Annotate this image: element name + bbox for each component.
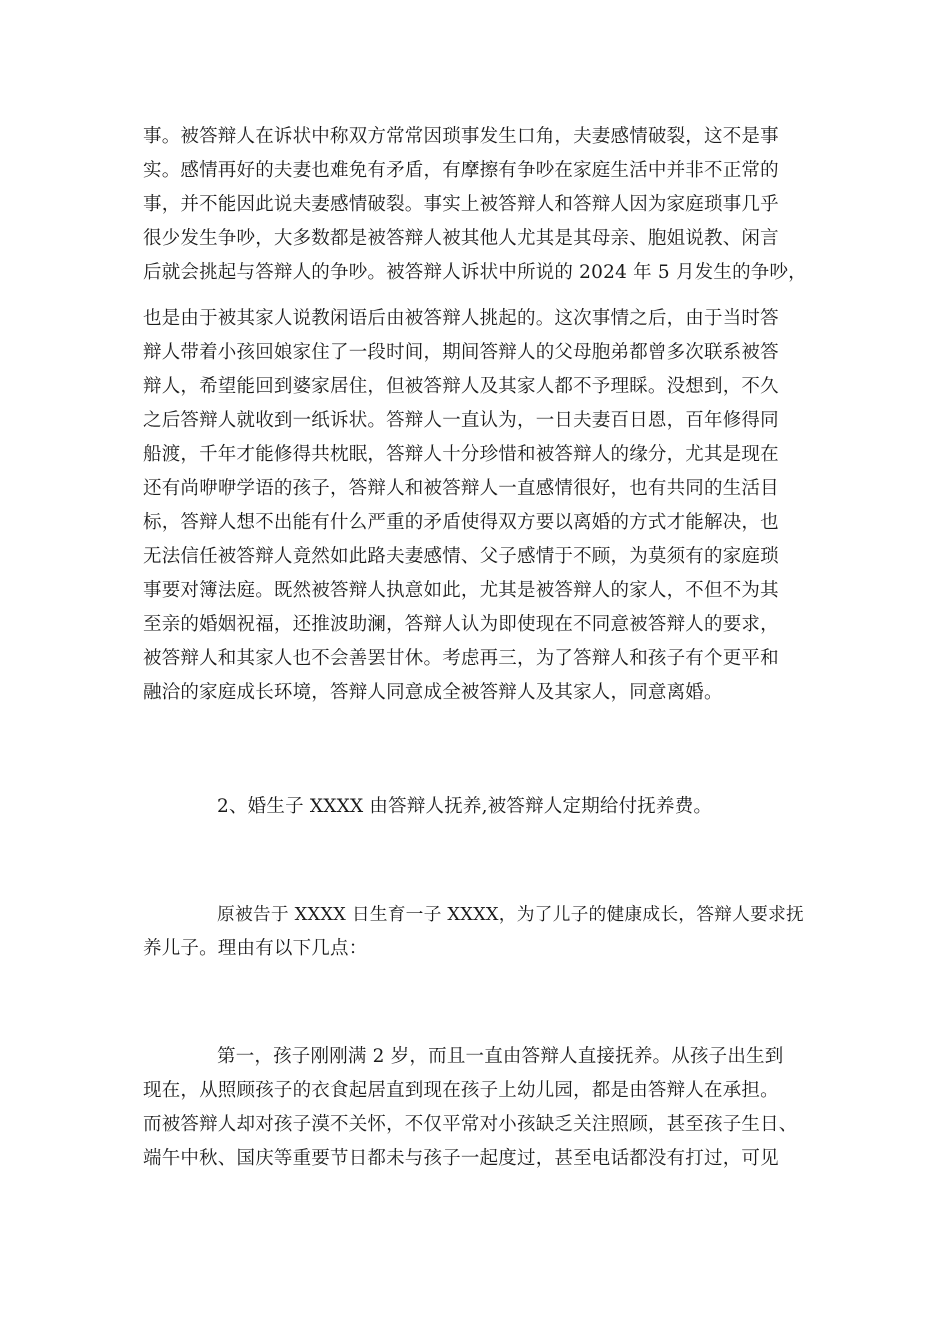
text-line: 融洽的家庭成长环境，答辩人同意成全被答辩人及其家人，同意离婚。 bbox=[143, 682, 723, 703]
text-line: 之后答辩人就收到一纸诉状。答辩人一直认为，一日夫妻百日恩，百年修得同 bbox=[143, 410, 779, 431]
text-line: 而被答辩人却对孩子漠不关怀，不仅平常对小孩缺乏关注照顾，甚至孩子生日、 bbox=[143, 1114, 798, 1135]
text-line: 事要对簿法庭。既然被答辩人执意如此，尤其是被答辩人的家人，不但不为其 bbox=[143, 580, 779, 601]
text-line: 端午中秋、国庆等重要节日都未与孩子一起度过，甚至电话都没有打过，可见 bbox=[143, 1148, 779, 1169]
text-line: 很少发生争吵，大多数都是被答辩人被其他人尤其是其母亲、胞姐说教、闲言 bbox=[143, 228, 779, 249]
text-line: 养儿子。理由有以下几点： bbox=[143, 938, 368, 959]
text-line: 事，并不能因此说夫妻感情破裂。事实上被答辩人和答辩人因为家庭琐事几乎 bbox=[143, 194, 779, 215]
section-heading: 2、婚生子 XXXX 由答辩人抚养,被答辩人定期给付抚养费。 bbox=[217, 796, 713, 817]
text-line: 被答辩人和其家人也不会善罢甘休。考虑再三，为了答辩人和孩子有个更平和 bbox=[143, 648, 779, 669]
text-line: 第一，孩子刚刚满 2 岁，而且一直由答辩人直接抚养。从孩子出生到 bbox=[217, 1046, 784, 1067]
text-line: 船渡，千年才能修得共枕眠，答辩人十分珍惜和被答辩人的缘分，尤其是现在 bbox=[143, 444, 779, 465]
text-line: 辩人，希望能回到婆家居住，但被答辩人及其家人都不予理睬。没想到，不久 bbox=[143, 376, 779, 397]
text-line: 也是由于被其家人说教闲语后由被答辩人挑起的。这次事情之后，由于当时答 bbox=[143, 308, 779, 329]
text-line: 后就会挑起与答辩人的争吵。被答辩人诉状中所说的 2024 年 5 月发生的争吵， bbox=[143, 262, 807, 283]
text-line: 原被告于 XXXX 日生育一子 XXXX，为了儿子的健康成长，答辩人要求抚 bbox=[217, 905, 804, 925]
text-line: 标，答辩人想不出能有什么严重的矛盾使得双方要以离婚的方式才能解决，也 bbox=[143, 512, 779, 533]
text-line: 事。被答辩人在诉状中称双方常常因琐事发生口角，夫妻感情破裂，这不是事 bbox=[143, 126, 779, 147]
text-line: 无法信任被答辩人竟然如此路夫妻感情、父子感情于不顾，为莫须有的家庭琐 bbox=[143, 546, 779, 567]
text-line: 辩人带着小孩回娘家住了一段时间，期间答辩人的父母胞弟都曾多次联系被答 bbox=[143, 342, 779, 363]
text-line: 实。感情再好的夫妻也难免有矛盾，有摩擦有争吵在家庭生活中并非不正常的 bbox=[143, 160, 779, 181]
text-line: 现在，从照顾孩子的衣食起居直到现在孩子上幼儿园，都是由答辩人在承担。 bbox=[143, 1080, 779, 1101]
text-line: 至亲的婚姻祝福，还推波助澜，答辩人认为即使现在不同意被答辩人的要求， bbox=[143, 614, 779, 635]
text-line: 还有尚咿咿学语的孩子，答辩人和被答辩人一直感情很好，也有共同的生活目 bbox=[143, 478, 779, 499]
